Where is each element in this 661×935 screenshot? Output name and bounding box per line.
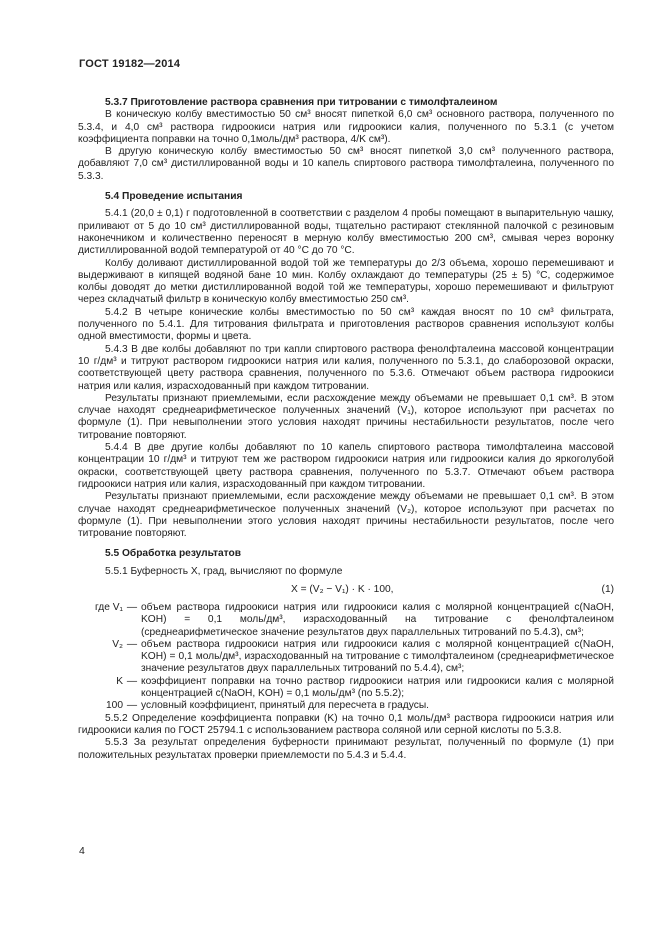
- section-5-5-1-paragraph: 5.5.1 Буферность X, град, вычисляют по формуле: [105, 565, 343, 577]
- definition-symbol: 100: [106, 700, 123, 712]
- formula-expression: X = (V₂ − V₁) · K · 100,: [291, 583, 394, 595]
- definition-text: коэффициент поправки на точно раствор гидроокиси натрия или гидроокиси калия с молярной концентрацией c(NaOH, KOH) = 0,1 моль/дм³ (по 5.5.2);: [141, 675, 614, 700]
- definition-v1: где V₁ — объем раствора гидроокиси натрия или гидроокиси калия с молярной концентрацией c(NaOH, KOH) = 0,1 моль/дм³, израсходованный на титрование с фенолфталеином (среднеарифметическое значение результатов двух параллельных титрований по 5.4.3), см³;: [95, 601, 614, 638]
- section-5-4-3-results-paragraph: Результаты признают приемлемыми, если расхождение между объемами не превышает 0,1 см³. В этом случае находят среднеарифметическое полученных значений (V₁), которое используют при расчетах по формуле (1). При невыполнении этого условия находят причины нестабильности результатов, после чего титрование повторяют.: [78, 392, 614, 441]
- definition-v2: V₂ — объем раствора гидроокиси натрия или гидроокиси калия с молярной концентрацией c(NaOH, KOH) = 0,1 моль/дм³, израсходованный на титрование с тимолфталеином (среднеарифметическое значение результатов двух параллельных титрований по 5.4.4), см³;: [78, 639, 614, 676]
- section-5-3-7-heading: 5.3.7 Приготовление раствора сравнения при титровании с тимолфталеином: [105, 97, 498, 108]
- section-5-4-3-paragraph: 5.4.3 В две колбы добавляют по три капли спиртового раствора фенолфталеина массовой концентрации 10 г/дм³ и титруют раствором гидроокиси натрия или калия, полученного по 5.3.1, до слаборозовой окраски, соответствующей цвету раствора сравнения, полученного по 5.3.6. Отмечают объем раствора гидроокиси натрия или калия, израсходованный при каждом титровании.: [78, 343, 614, 392]
- section-5-5-2-paragraph: 5.5.2 Определение коэффициента поправки (K) на точно 0,1 моль/дм³ раствора гидроокиси натрия или гидроокиси калия по ГОСТ 25794.1 с использованием раствора соляной или серной кислоты по 5.3.8.: [78, 712, 614, 736]
- document-header: ГОСТ 19182—2014: [79, 58, 181, 70]
- definition-text: условный коэффициент, принятый для пересчета в градусы.: [141, 700, 429, 712]
- section-5-4-1-paragraph: 5.4.1 (20,0 ± 0,1) г подготовленной в соответствии с разделом 4 пробы помещают в выпарительную чашку, приливают от 5 до 10 см³ дистиллированной воды, тщательно растирают стеклянной палочкой с резиновым наконечником и количественно переносят в мерную колбу вместимостью 200 см³, смывая через воронку дистиллированной водой температурой от 40 °C до 70 °C.: [78, 208, 614, 257]
- definition-symbol: V₁: [112, 601, 123, 613]
- section-5-4-1-paragraph-2: Колбу доливают дистиллированной водой той же температуры до 2/3 объема, хорошо перемешивают и выдерживают в кипящей водяной бане 10 мин. Колбу охлаждают до температуры (25 ± 5) °C, содержимое колбы доводят до метки дистиллированной водой той же температуры, хорошо перемешивают и фильтруют через складчатый фильтр в коническую колбу вместимостью 250 см³.: [78, 257, 614, 306]
- section-5-4-2-paragraph: 5.4.2 В четыре конические колбы вместимостью по 50 см³ каждая вносят по 10 см³ фильтрата, полученного по 5.4.1. Для титрования фильтрата и приготовления растворов сравнения используют колбы одной вместимости, формы и цвета.: [78, 306, 614, 343]
- section-5-4-heading: 5.4 Проведение испытания: [105, 191, 243, 203]
- definition-symbol: V₂: [112, 638, 123, 650]
- definition-symbol: K: [116, 675, 123, 687]
- section-5-5-heading: 5.5 Обработка результатов: [105, 548, 242, 560]
- definition-text: объем раствора гидроокиси натрия или гидроокиси калия с молярной концентрацией c(NaOH, KOH) = 0,1 моль/дм³, израсходованный на титрование с фенолфталеином (среднеарифметическое значение результатов двух параллельных титрований по 5.4.3), см³;: [141, 601, 614, 638]
- section-5-4-4-paragraph: 5.4.4 В две другие колбы добавляют по 10 капель спиртового раствора тимолфталеина массовой концентрации 10 г/дм³ и титруют тем же раствором гидроокиси натрия или гидроокиси калия до яркоголубой окраски, соответствующей цвету раствора сравнения, полученного по 5.3.7. Отмечают объем раствора гидроокиси натрия или калия, израсходованный при каждом титровании.: [78, 442, 614, 490]
- section-5-3-7-paragraph-2: В другую коническую колбу вместимостью 50 см³ вносят пипеткой 3,0 см³ полученного раствора, добавляют 7,0 см³ дистиллированной воды и 10 капель спиртового раствора тимолфталеина, полученного по 5.3.3.: [78, 146, 614, 182]
- definition-text: объем раствора гидроокиси натрия или гидроокиси калия с молярной концентрацией c(NaOH, KOH) = 0,1 моль/дм³, израсходованный на титрование с тимолфталеином (среднеарифметическое значение результатов двух параллельных титрований по 5.4.4), см³;: [141, 638, 614, 675]
- section-5-5-3-paragraph: 5.5.3 За результат определения буферности принимают результат, полученный по формуле (1) при положительных результатах проверки приемлемости по 5.4.3 и 5.4.4.: [78, 737, 614, 761]
- definition-100: 100 — условный коэффициент, принятый для пересчета в градусы.: [78, 700, 614, 712]
- formula-number: (1): [601, 583, 614, 595]
- document-body: [78, 97, 614, 762]
- definition-k: K — коэффициент поправки на точно раствор гидроокиси натрия или гидроокиси калия с молярной концентрацией c(NaOH, KOH) = 0,1 моль/дм³ (по 5.5.2);: [78, 676, 614, 701]
- section-5-3-7-paragraph-1: В коническую колбу вместимостью 50 см³ вносят пипеткой 6,0 см³ основного раствора, полученного по 5.3.4, и 4,0 см³ раствора гидроокиси натрия или гидроокиси калия, полученного по 5.3.1 (с учетом коэффициента поправки на точно 0,1моль/дм³ раствора, 4/K см³).: [78, 109, 614, 145]
- page-number: 4: [79, 845, 85, 857]
- where-label: где: [95, 601, 110, 613]
- formula-definitions: [78, 602, 614, 713]
- section-5-4-4-results-paragraph: Результаты признают приемлемыми, если расхождение между объемами не превышает 0,1 см³. В этом случае находят среднеарифметическое полученных значений (V₂), которое используют при расчетах по формуле (1). При невыполнении этого условия находят причины нестабильности результатов, после чего титрование повторяют.: [78, 491, 614, 540]
- formula-1: [78, 584, 614, 598]
